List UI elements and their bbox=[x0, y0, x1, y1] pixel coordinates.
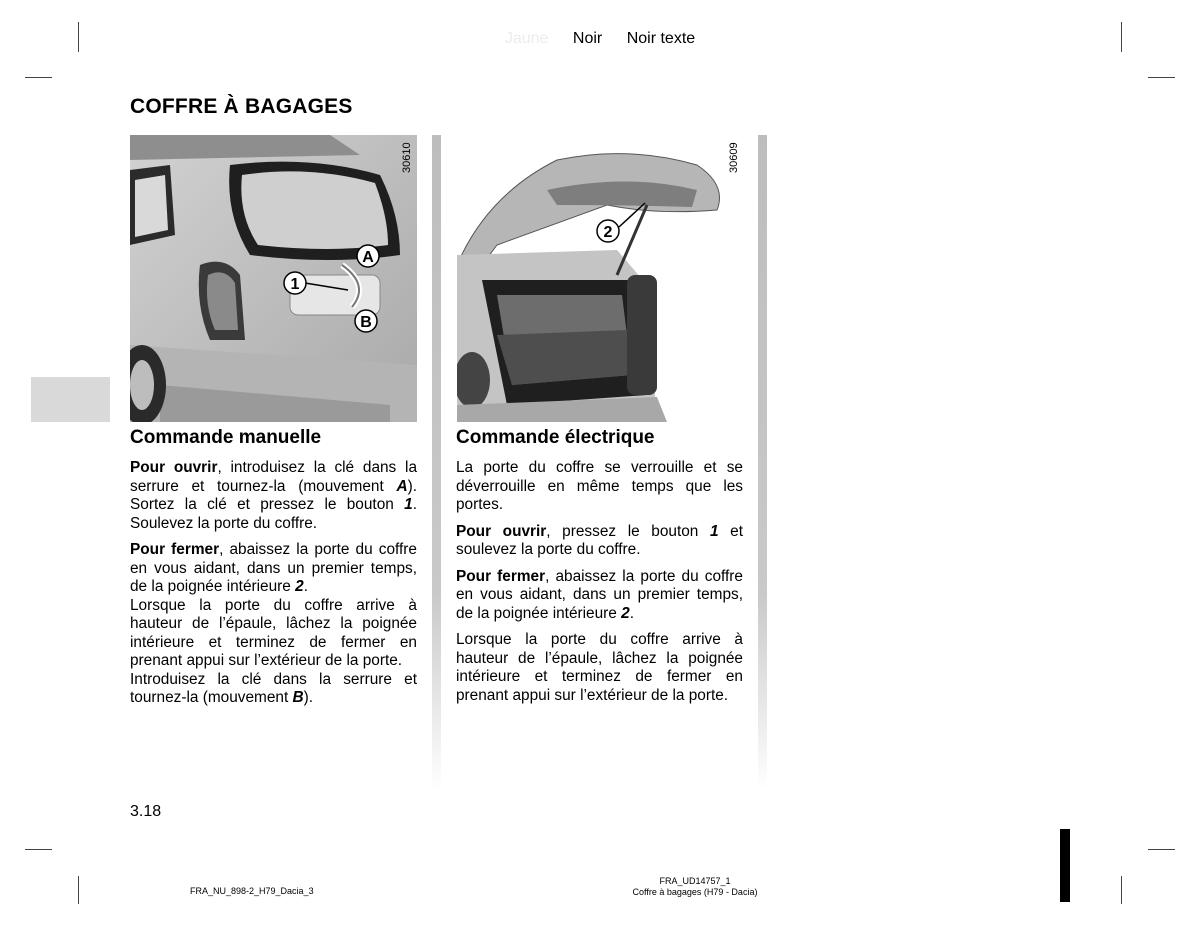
column-divider bbox=[432, 135, 441, 790]
callout-b: B bbox=[360, 314, 372, 331]
callout-2: 2 bbox=[603, 224, 613, 241]
figure-ref-number: 30610 bbox=[401, 142, 413, 173]
footer-right-line2: Coffre à bagages (H79 - Dacia) bbox=[632, 887, 758, 897]
crop-mark bbox=[1121, 876, 1122, 904]
color-label-noir: Noir bbox=[572, 30, 603, 47]
footer-left-code: FRA_NU_898-2_H79_Dacia_3 bbox=[190, 886, 314, 896]
manual-close-paragraph: Pour fermer, abaissez la porte du coffre en vous aidant, dans un premier temps, de la poignée intérieure 2. bbox=[130, 541, 417, 595]
page-title: COFFRE À BAGAGES bbox=[130, 95, 353, 118]
manual-release-paragraph: Lorsque la porte du coffre arrive à hauteur de l’épaule, lâchez la poignée intérieure et terminez de fermer en prenant appui sur l’extérieur de la porte. bbox=[130, 596, 417, 669]
manual-lock-paragraph: Introduisez la clé dans la serrure et tournez-la (mouvement B). bbox=[130, 670, 417, 706]
manual-open-paragraph: Pour ouvrir, introduisez la clé dans la serrure et tournez-la (mouvement A). Sortez la clé et pressez le bouton 1. Soulevez la porte du coffre. bbox=[130, 459, 418, 532]
crop-mark bbox=[1148, 77, 1175, 78]
footer-right-ref bbox=[580, 876, 810, 898]
tailgate-open-illustration bbox=[457, 135, 744, 422]
electric-release-paragraph: Lorsque la porte du coffre arrive à hauteur de l’épaule, lâchez la poignée intérieure et terminez de fermer en prenant appui sur l’extérieur de la porte. bbox=[456, 631, 743, 704]
section-heading-electric: Commande électrique bbox=[456, 427, 655, 448]
figure-ref-number: 30609 bbox=[728, 142, 740, 173]
page-number: 3.18 bbox=[130, 803, 162, 820]
figure-manual-tailgate bbox=[130, 135, 417, 422]
color-label-jaune: Jaune bbox=[504, 30, 549, 47]
tailgate-closed-illustration bbox=[130, 135, 417, 422]
crop-mark bbox=[78, 876, 79, 904]
crop-mark bbox=[1148, 849, 1175, 850]
electric-control-section bbox=[456, 427, 743, 713]
chapter-tab bbox=[31, 377, 110, 422]
manual-control-section bbox=[130, 427, 417, 708]
print-bar-mark bbox=[1060, 829, 1070, 902]
footer-right-line1: FRA_UD14757_1 bbox=[659, 876, 731, 886]
crop-mark bbox=[25, 77, 52, 78]
column-divider bbox=[758, 135, 767, 790]
electric-open-paragraph: Pour ouvrir, pressez le bouton 1 et soulevez la porte du coffre. bbox=[456, 522, 743, 558]
electric-close-paragraph: Pour fermer, abaissez la porte du coffre en vous aidant, dans un premier temps, de la poignée intérieure 2. bbox=[456, 567, 743, 622]
electric-intro-paragraph: La porte du coffre se verrouille et se déverrouille en même temps que les portes. bbox=[456, 459, 743, 513]
callout-a: A bbox=[362, 249, 374, 266]
color-separation-labels bbox=[0, 30, 1200, 48]
crop-mark bbox=[25, 849, 52, 850]
callout-1: 1 bbox=[290, 276, 300, 293]
color-label-noir-texte: Noir texte bbox=[626, 30, 696, 47]
figure-electric-tailgate bbox=[457, 135, 744, 422]
section-heading-manual: Commande manuelle bbox=[130, 427, 322, 448]
